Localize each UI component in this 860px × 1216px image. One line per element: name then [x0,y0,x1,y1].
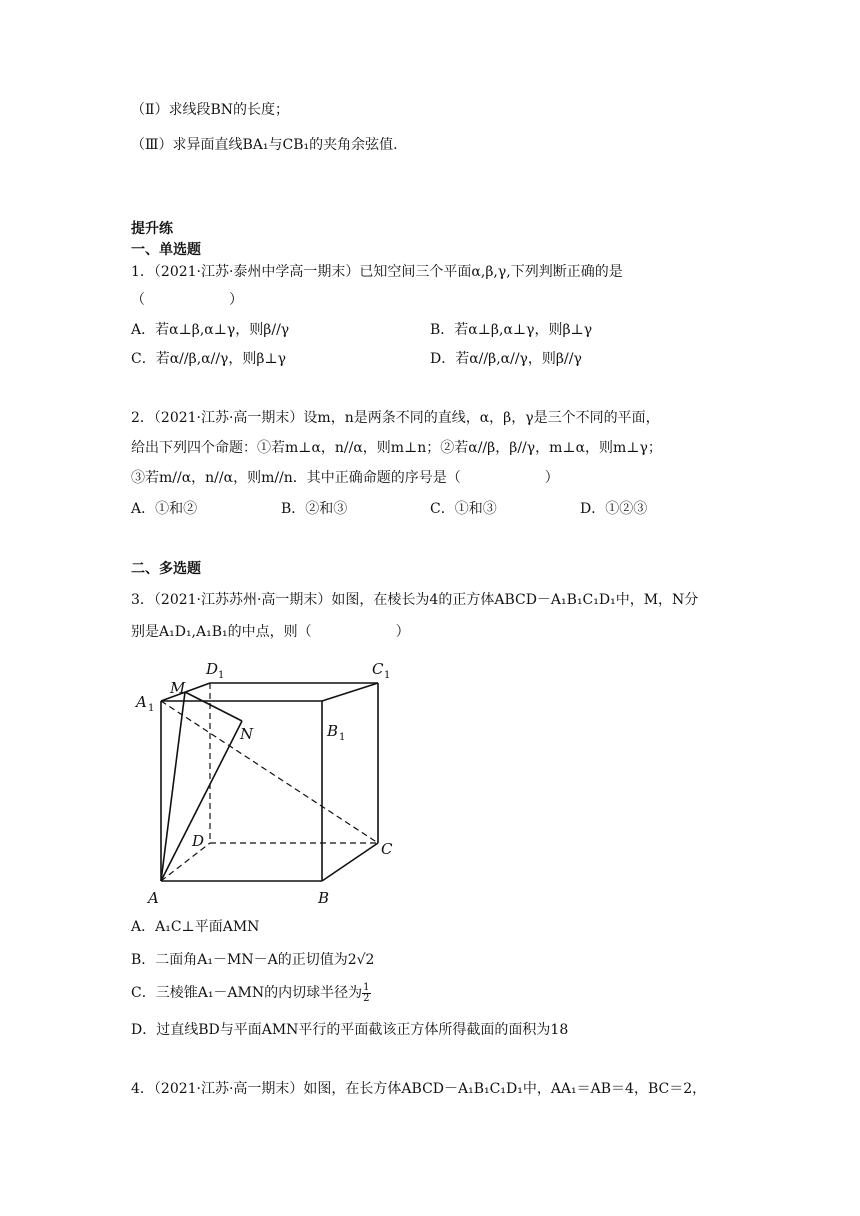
q1-option-d: D．若α//β,α//γ，则β//γ [430,351,582,367]
q1-option-b: B．若α⊥β,α⊥γ，则β⊥γ [430,322,593,338]
q2-line3: ③若m//α，n//α，则m//n．其中正确命题的序号是（ ） [131,470,559,486]
q1-blank: （ ） [131,292,243,308]
section-title: 提升练 [131,221,173,237]
q4-line1: 4．（2021·江苏·高一期末）如图，在长方体ABCD－A₁B₁C₁D₁中，AA₁＝AB＝4，BC＝2， [131,1081,707,1097]
edge-b-c [322,843,378,881]
q2-option-d: D．①②③ [580,501,648,517]
label-b1-sub: 1 [339,732,346,743]
q1-stem: 1．（2021·江苏·泰州中学高一期末）已知空间三个平面α,β,γ,下列判断正确的是 [131,264,623,280]
q3-option-b: B．二面角A₁－MN－A的正切值为2√2 [131,952,375,968]
label-d1: D [206,660,219,678]
sub2-title: 二、多选题 [131,561,201,577]
label-c1: C [372,660,384,678]
q1-option-c: C．若α//β,α//γ，则β⊥γ [131,351,287,367]
label-a1: A [136,693,147,711]
q3-option-c-text: C．三棱锥A₁－AMN的内切球半径为 [131,985,363,1001]
label-n: N [240,725,254,743]
sub1-title: 一、单选题 [131,242,201,258]
q2-option-b: B．②和③ [281,501,348,517]
cube-edges-hidden [161,683,378,881]
segment-n-a [161,721,242,881]
cube-edges-solid [161,683,378,881]
q2-line2: 给出下列四个命题：①若m⊥α，n//α，则m⊥n；②若α//β，β//γ，m⊥α，则m⊥γ； [131,440,662,456]
q3-option-a: A．A₁C⊥平面AMN [131,919,260,935]
diagonal-a1-c [161,701,378,843]
label-m: M [170,679,186,697]
part3-line: （Ⅲ）求异面直线BA₁与CB₁的夹角余弦值. [131,137,398,153]
q3-line2: 别是A₁D₁,A₁B₁的中点，则（ ） [131,624,410,640]
label-b1: B [327,722,339,740]
q2-option-a: A．①和② [131,501,198,517]
q2-option-c: C．①和③ [430,501,497,517]
label-c1-sub: 1 [384,670,391,681]
segment-m-a [161,692,185,881]
cube-figure [130,652,410,910]
label-b: B [318,889,330,907]
label-a: A [148,889,159,907]
fraction-one-half [362,983,370,1004]
segment-m-n [185,692,242,721]
label-d: D [192,832,205,850]
q3-line1: 3．（2021·江苏苏州·高一期末）如图，在棱长为4的正方体ABCD－A₁B₁C₁D₁中，M，N分 [131,592,699,608]
edge-b1-c1 [322,683,378,701]
label-c: C [381,840,393,858]
q3-option-d: D．过直线BD与平面AMN平行的平面截该正方体所得截面的面积为18 [131,1022,569,1038]
label-d1-sub: 1 [218,670,225,681]
part2-line: （Ⅱ）求线段BN的长度； [131,102,290,118]
q1-option-a: A．若α⊥β,α⊥γ，则β//γ [131,322,290,338]
q2-line1: 2．（2021·江苏·高一期末）设m，n是两条不同的直线，α，β，γ是三个不同的平面， [131,410,660,426]
q3-option-c [131,978,371,1008]
label-a1-sub: 1 [148,703,155,714]
fraction-denominator: 2 [363,992,370,1004]
fraction-numerator: 1 [363,981,370,993]
